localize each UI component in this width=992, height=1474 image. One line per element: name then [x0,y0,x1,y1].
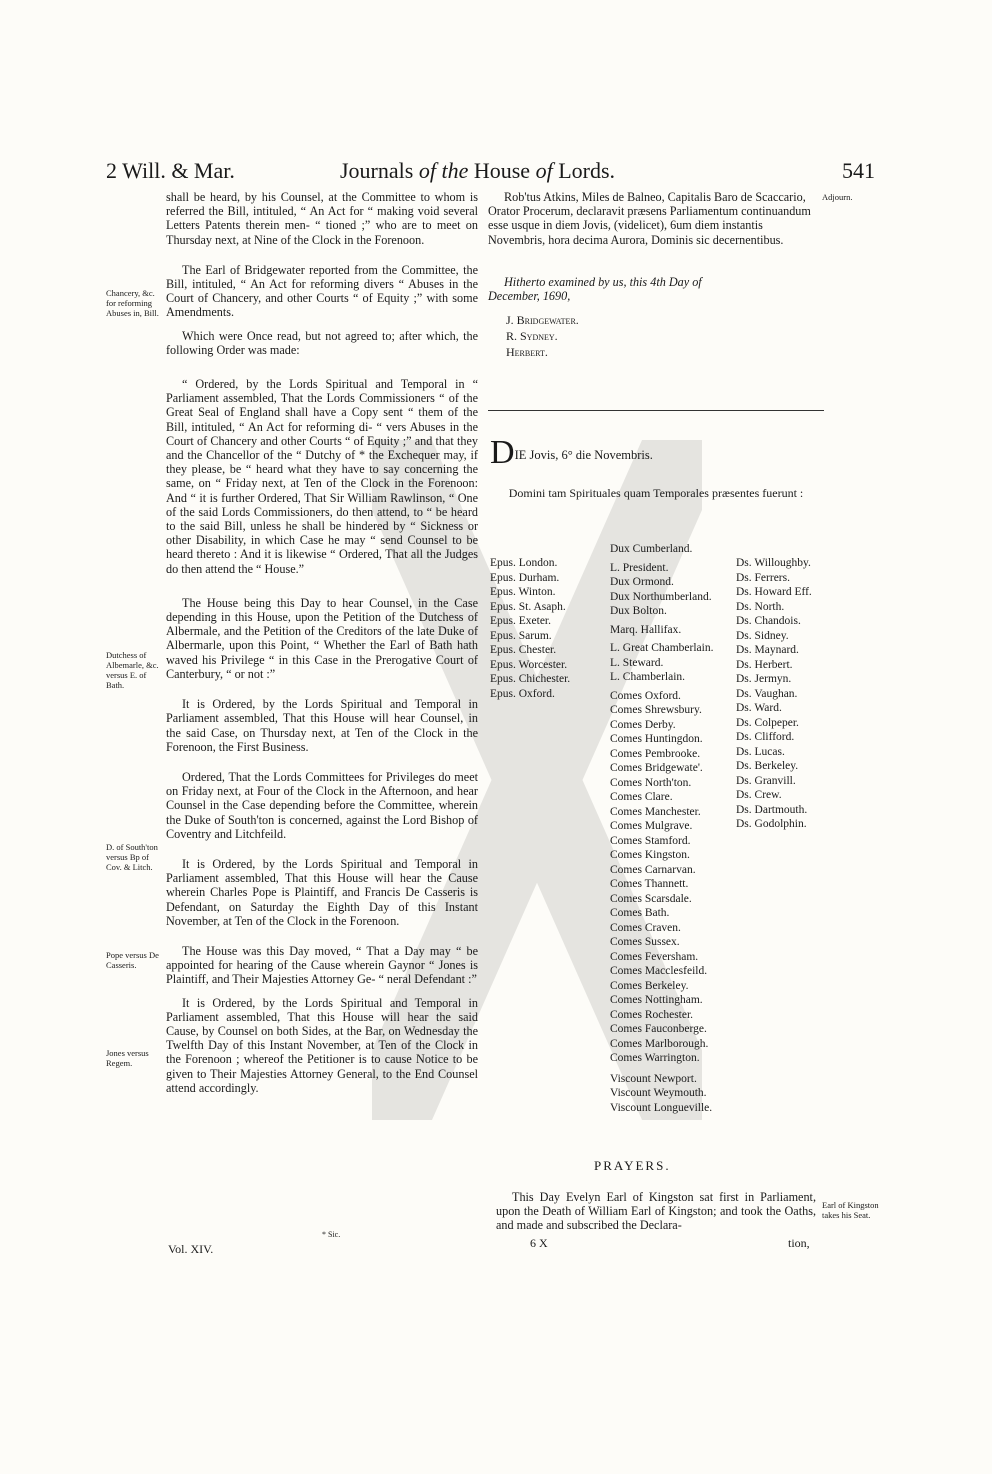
attendee-name: Ds. Chandois. [736,615,801,627]
attendee-name: Dux Cumberland. [610,543,693,555]
attendee-name: Comes North'ton. [610,776,692,789]
attendee-name: Marq. Hallifax. [610,623,682,636]
paragraph: The House being this Day to hear Counsel, in the Case depending in this House, upon the Petition of the Dutchess of Albermale, and the Petition of the Creditors of the late Duke of Albermarle, upon this Point, “ Whether the Earl of Bath hath waved his Privilege “ in this Case in the Prerogative Court of Canterbury, “ or not :” [166,595,478,681]
attendee-name: Ds. Godolphin. [736,818,807,830]
attendee-name: Ds. Maynard. [736,644,799,656]
bishops-list [490,556,570,701]
right-column-top [488,190,818,360]
attendee-name: Ds. Berkeley. [736,760,799,772]
margin-note-chancery: Chancery, &c. for reforming Abuses in, Bill. [106,288,159,318]
signature: R. Sydney. [506,329,558,344]
left-column [166,190,478,1104]
paragraph: Which were Once read, but not agreed to; after which, the following Order was made: [166,328,478,357]
attendee-name: Epus. Oxford. [490,687,555,700]
attendee-name: Epus. Worcester. [490,658,568,671]
attendee-name: Ds. Herbert. [736,658,793,671]
attendee-name: Viscount Longueville. [610,1101,713,1114]
examined-note: Hitherto examined by us, this 4th Day of December, 1690, [488,274,702,304]
prayers-heading: PRAYERS. [594,1158,671,1173]
attendee-name: Dux Ormond. [610,576,674,588]
margin-note-kingston: Earl of Kingston takes his Seat. [822,1200,879,1220]
attendee-name: Comes Berkeley. [610,979,689,992]
day-heading: DIE Jovis, 6° die Novembris. [490,434,653,471]
paragraph: The House was this Day moved, “ That a Day may “ be appointed for hearing of the Cause wherein Gaynor “ Jones is Plaintiff, and Their Majesties Attorney Ge- “ neral Defendant :” [166,943,478,987]
signature-mark: 6 X [530,1236,548,1250]
attendee-name: Comes Thannett. [610,878,689,890]
attendance-heading: Domini tam Spirituales quam Temporales præsentes fuerunt : [508,486,804,500]
barons-list [736,556,812,832]
attendee-name: Comes Stamford. [610,834,691,847]
attendee-name: Comes Nottingham. [610,994,703,1006]
attendee-name: Comes Clare. [610,791,673,803]
attendee-name: Epus. Exeter. [490,615,551,627]
margin-note-pope: Pope versus De Casseris. [106,950,159,970]
signature: Herbert. [506,345,548,360]
attendee-name: Comes Derby. [610,718,676,731]
attendee-name: Comes Oxford. [610,689,681,702]
attendee-name: Ds. Dartmouth. [736,803,808,816]
attendee-name: Epus. Chichester. [490,673,571,685]
attendee-name: Epus. Chester. [490,644,557,656]
attendee-name: Ds. Clifford. [736,731,795,743]
attendee-name: Comes Mulgrave. [610,820,693,832]
attendee-name: Comes Kingston. [610,849,690,861]
paragraph: shall be heard, by his Counsel, at the Committee to whom is referred the Bill, intituled, “ An Act for “ making void several Letters Patents therein men- “ tioned ;” who are to meet on Thursday next, at Nine of the Clock in the Forenoon. [166,190,478,247]
footnote: * Sic. [322,1230,341,1239]
section-rule [488,410,824,411]
catchword: tion, [788,1236,810,1250]
paragraph: It is Ordered, by the Lords Spiritual and Temporal in Parliament assembled, That this House will hear Counsel, in the said Case, on Thursday next, at Ten of the Clock in the Forenoon, the First Business. [166,697,478,754]
attendee-name: L. Chamberlain. [610,671,686,683]
attendee-name: Comes Pembrooke. [610,747,701,760]
margin-note-adjourn: Adjourn. [822,192,853,202]
attendee-name: Comes Bridgewate'. [610,762,703,774]
attendee-name: Ds. Colpeper. [736,716,799,729]
attendee-name: Epus. St. Asaph. [490,600,566,613]
attendee-name: Epus. Winton. [490,586,556,598]
attendee-name: Comes Sussex. [610,936,680,948]
margin-note-southton: D. of South'ton versus Bp of Cov. & Litch. [106,842,158,872]
order-quote: “ Ordered, by the Lords Spiritual and Temporal in “ Parliament assembled, That the Lords Commissioners “ of the Great Seal of England shall have a Copy sent “ them of the Bill, intituled, “ An Act for reforming di- “ vers Abuses in the Court of Chancery and other Courts “ of Equity ;” and that they and the Chancellor of the “ Dutchy of * the Exchequer may, if they please, be “ heard what they have to say concerning the same, on “ Friday next, at Ten of the Clock in the Forenoon: And “ it is further Ordered, That Sir William Rawlinson, “ One of the said Lords Commissioners, do then attend, to “ be heard to the said Bill, unless he shall be hindered by “ Sickness or other Disability, in which Case he may “ send Counsel to be heard thereto : And it is likewise “ Ordered, That all the Judges do then attend the “ House.” [166,377,478,576]
attendee-name: Epus. London. [490,557,558,569]
attendee-name: L. Great Chamberlain. [610,642,714,654]
attendee-name: Comes Macclesfeild. [610,965,708,977]
attendee-name: Comes Shrewsbury. [610,704,702,716]
attendee-name: Comes Fauconberge. [610,1023,707,1035]
attendee-name: Comes Scarsdale. [610,892,692,905]
attendee-name: Ds. Sidney. [736,629,789,642]
attendee-name: Ds. Howard Eff. [736,586,812,598]
paragraph: The Earl of Bridgewater reported from the Committee, the Bill, intituled, “ An Act for reforming divers “ Abuses in the Court of Chancery, and other Courts “ of Equity ;” with some Amendments. [166,262,478,320]
attendee-name: Comes Warrington. [610,1052,700,1064]
attendee-name: Ds. Willoughby. [736,557,811,569]
kingston-paragraph: This Day Evelyn Earl of Kingston sat first in Parliament, upon the Death of William Earl of Kingston; and took the Oaths, and made and subscribed the Declara- [496,1190,816,1233]
margin-note-jones: Jones versus Regem. [106,1048,149,1068]
attendee-name: Dux Bolton. [610,605,667,617]
attendee-name: Ds. Granvill. [736,774,796,787]
attendee-name: Ds. Ward. [736,702,782,714]
attendee-name: Ds. Vaughan. [736,687,798,700]
paragraph: It is Ordered, by the Lords Spiritual and Temporal in Parliament assembled, That this House will hear the said Cause, by Counsel on both Sides, at the Bar, on Wednesday the Twelfth Day of this Instant November, at Ten of the Clock in the Forenoon ; whereof the Petitioner is to cause Notice to be given to Their Majesties Attorney General, to the End Counsel attend accordingly. [166,995,478,1095]
attendee-name: Epus. Durham. [490,571,560,584]
attendee-name: Comes Feversham. [610,950,699,963]
page-number: 541 [842,158,875,183]
attendee-name: L. Steward. [610,656,664,669]
attendee-name: Epus. Sarum. [490,629,552,642]
running-head-title: Journals of the House of Lords. [340,158,616,183]
running-head-regnal-year: 2 Will. & Mar. [106,158,235,183]
attendee-name: Ds. Jermyn. [736,673,792,685]
adjournment-text: Rob'tus Atkins, Miles de Balneo, Capitalis Baro de Scaccario, Orator Procerum, declaravit præsens Parliamentum continuandum esse usque in diem Jovis, (videlicet), 6um diem instantis Novembris, hora decima Aurora, Dominis sic decernentibus. [488,190,811,247]
attendee-name: Comes Manchester. [610,805,701,818]
attendee-name: Ds. Ferrers. [736,571,790,584]
attendee-name: Comes Craven. [610,921,681,934]
attendee-name: Ds. Lucas. [736,745,785,758]
attendee-name: Dux Northumberland. [610,590,712,603]
paragraph: Ordered, That the Lords Committees for Privileges do meet on Friday next, at Four of the Clock in the Afternoon, and hear Counsel in the Case depending before the Committee, wherein the Duke of South'ton is concerned, against the Lord Bishop of Coventry and Litchfeild. [166,769,478,841]
attendee-name: Comes Huntingdon. [610,733,703,745]
signature: J. Bridgewater. [506,313,579,328]
attendee-name: Comes Bath. [610,907,670,919]
paragraph: It is Ordered, by the Lords Spiritual and Temporal in Parliament assembled, That this House will hear the Cause wherein Charles Pope is Plaintiff, and Francis De Casseris is Defendant, on Saturday the Eighth Day of this Instant November, at Ten of the Clock in the Forenoon. [166,856,478,928]
nobles-list [610,542,713,1115]
attendee-name: Viscount Weymouth. [610,1087,707,1099]
attendee-name: Comes Carnarvan. [610,863,696,876]
attendee-name: Ds. North. [736,600,785,613]
attendee-name: Comes Marlborough. [610,1037,709,1050]
attendee-name: Comes Rochester. [610,1008,694,1021]
attendee-name: L. President. [610,561,669,574]
attendee-name: Ds. Crew. [736,789,782,801]
volume-signature: Vol. XIV. [168,1242,214,1256]
margin-note-albemarle: Dutchess of Albemarle, &c. versus E. of Bath. [106,650,159,690]
attendee-name: Viscount Newport. [610,1072,697,1085]
